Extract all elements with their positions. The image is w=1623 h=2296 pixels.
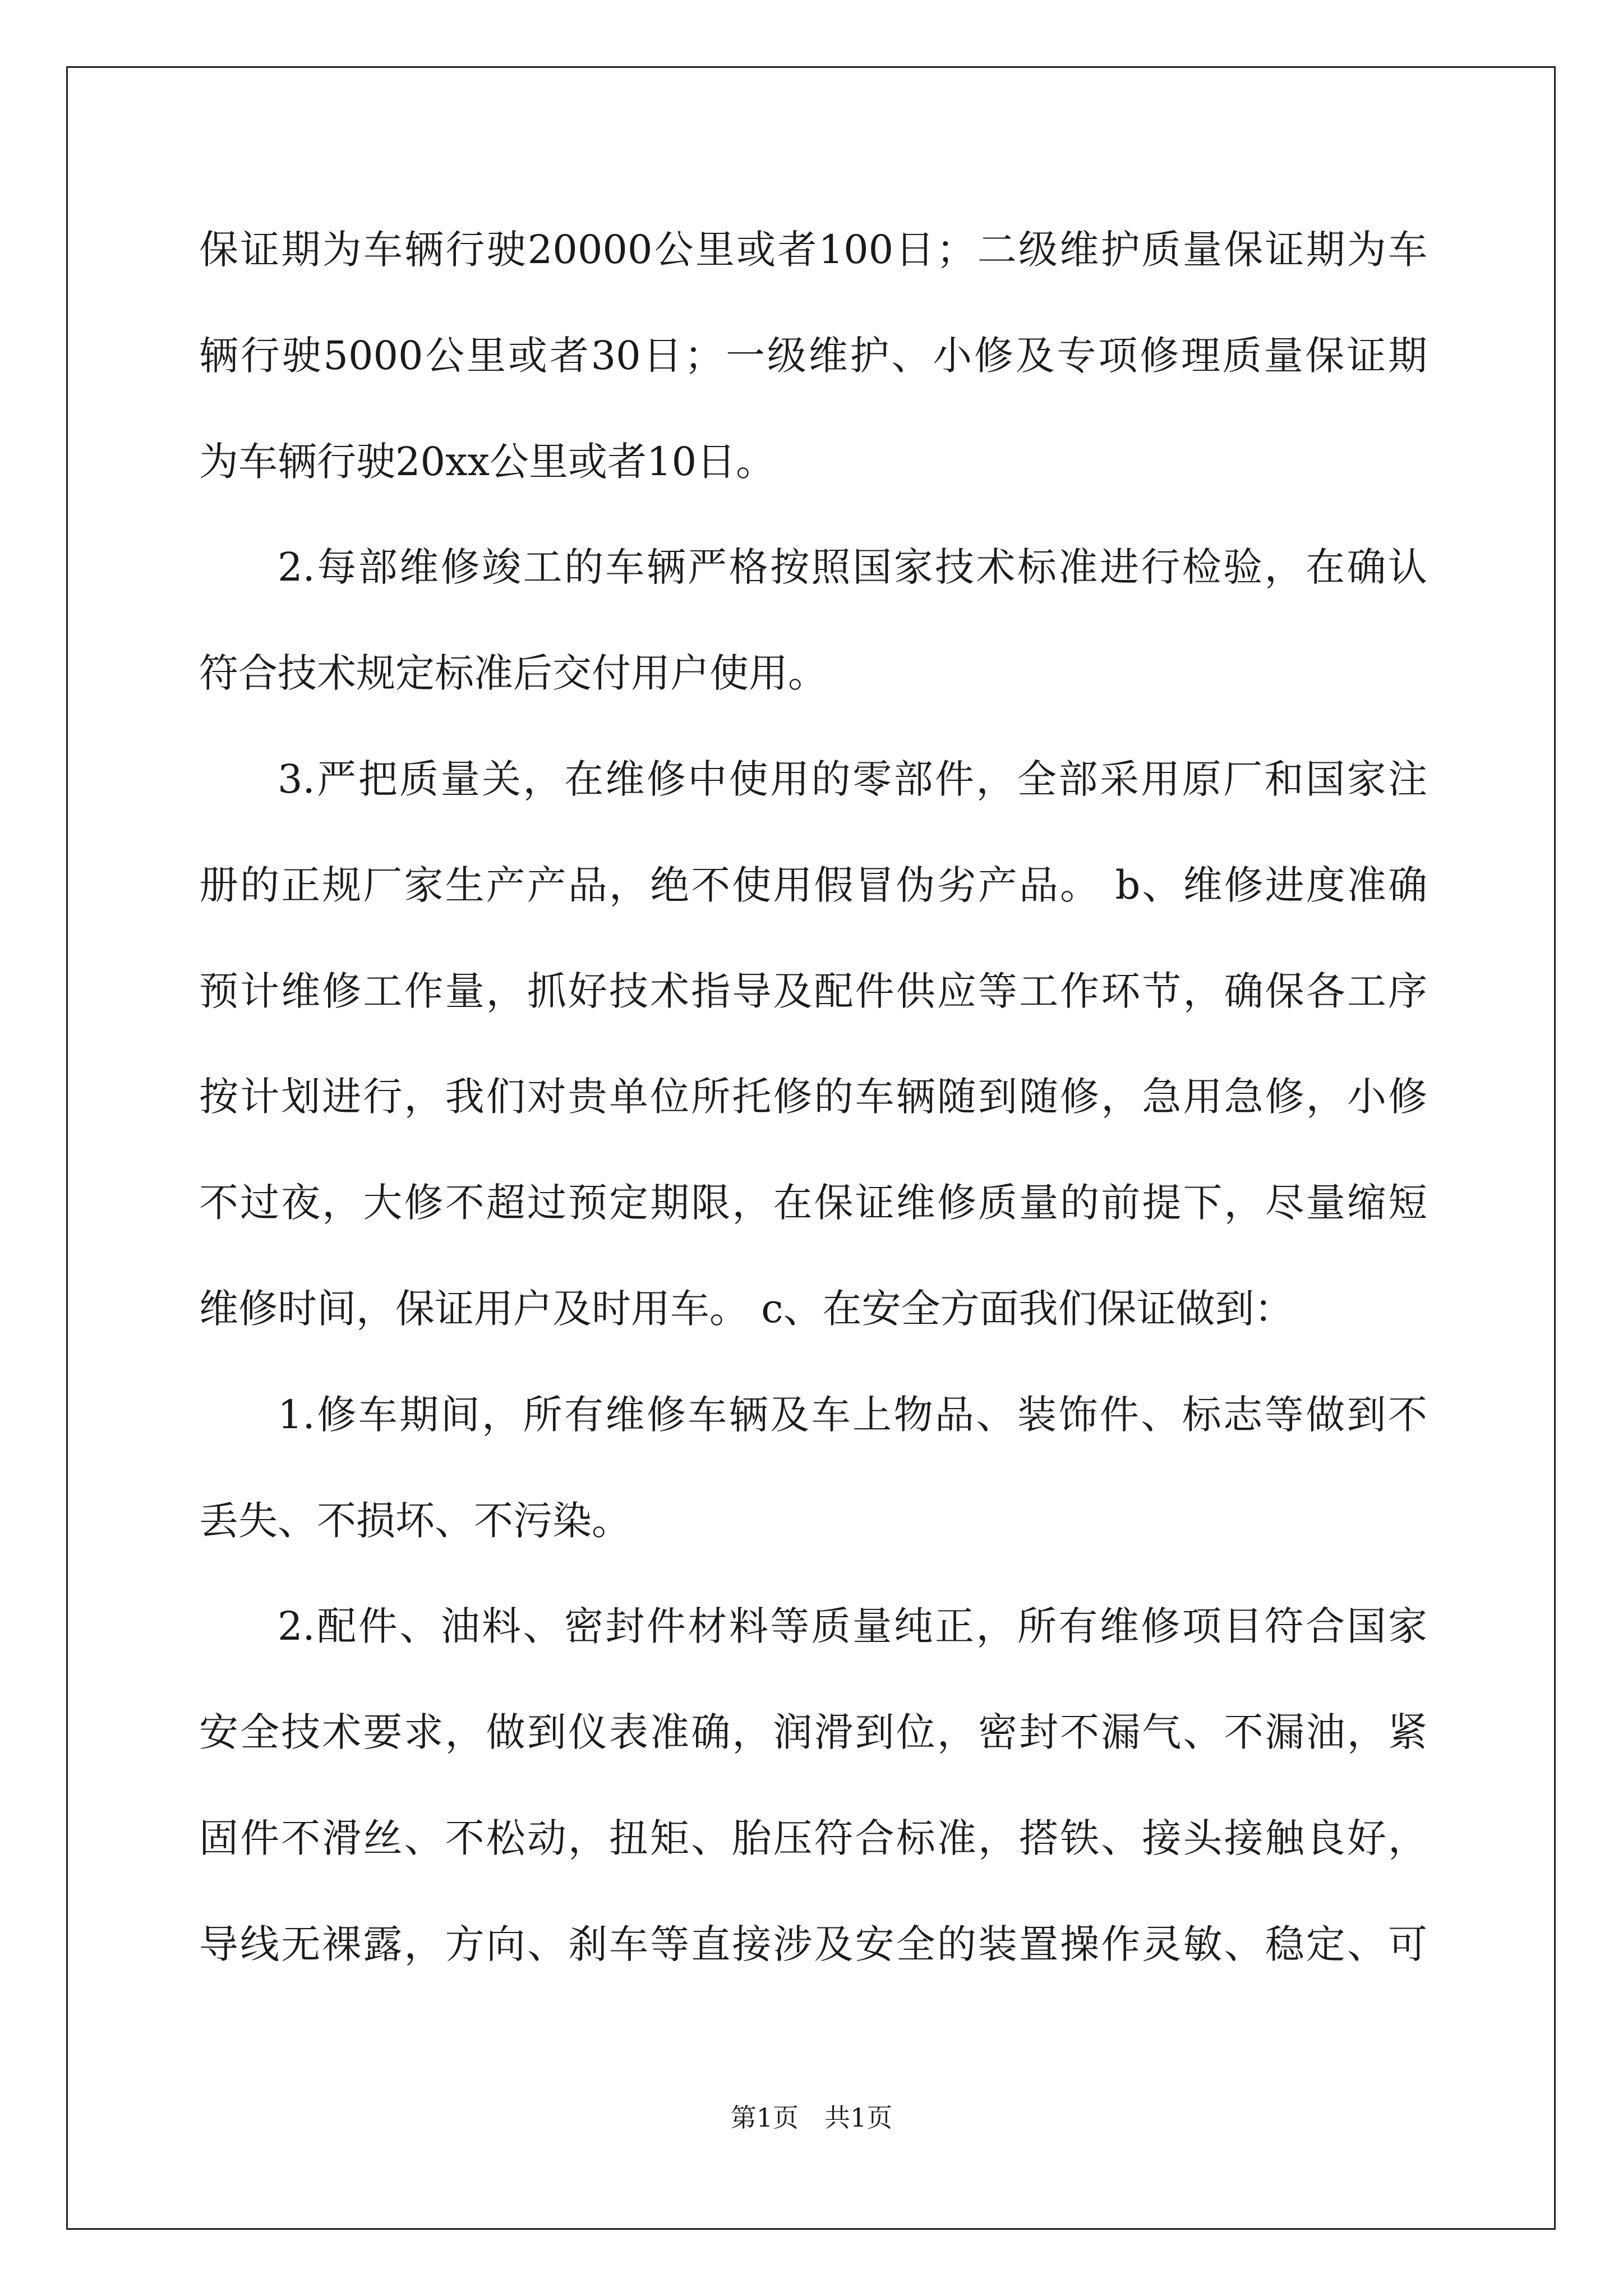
text-line: 2.配件、油料、密封件材料等质量纯正，所有维修项目符合国家 [278, 1603, 1427, 1650]
text-line: 固件不滑丝、不松动，扭矩、胎压符合标准，搭铁、接头接触良好， [199, 1815, 1427, 1861]
text-line: 不过夜，大修不超过预定期限，在保证维修质量的前提下，尽量缩短 [199, 1180, 1427, 1226]
text-line: 符合技术规定标准后交付用户使用。 [199, 650, 827, 697]
text-line: 辆行驶5000公里或者30日；一级维护、小修及专项修理质量保证期 [199, 332, 1427, 379]
text-line: 为车辆行驶20xx公里或者10日。 [199, 438, 776, 485]
text-line: 维修时间，保证用户及时用车。 c、在安全方面我们保证做到： [199, 1285, 1294, 1332]
page-total: 共1页 [824, 2102, 893, 2133]
text-line: 册的正规厂家生产产品，绝不使用假冒伪劣产品。 b、维修进度准确 [199, 862, 1427, 908]
page-footer [0, 2101, 1623, 2134]
text-line: 预计维修工作量，抓好技术指导及配件供应等工作环节，确保各工序 [199, 968, 1427, 1014]
document-body [199, 210, 1427, 2011]
text-line: 2.每部维修竣工的车辆严格按照国家技术标准进行检验，在确认 [278, 544, 1427, 591]
text-line: 保证期为车辆行驶20000公里或者100日；二级维护质量保证期为车 [199, 227, 1427, 273]
page-number: 第1页 [730, 2102, 799, 2133]
text-line: 按计划进行，我们对贵单位所托修的车辆随到随修，急用急修，小修 [199, 1074, 1427, 1120]
text-line: 1.修车期间，所有维修车辆及车上物品、装饰件、标志等做到不 [278, 1391, 1427, 1438]
text-line: 导线无裸露，方向、刹车等直接涉及安全的装置操作灵敏、稳定、可 [199, 1921, 1427, 1967]
text-line: 3.严把质量关，在维修中使用的零部件，全部采用原厂和国家注 [278, 756, 1427, 802]
text-line: 安全技术要求，做到仪表准确，润滑到位，密封不漏气、不漏油，紧 [199, 1709, 1427, 1756]
text-line: 丢失、不损坏、不污染。 [199, 1497, 631, 1544]
